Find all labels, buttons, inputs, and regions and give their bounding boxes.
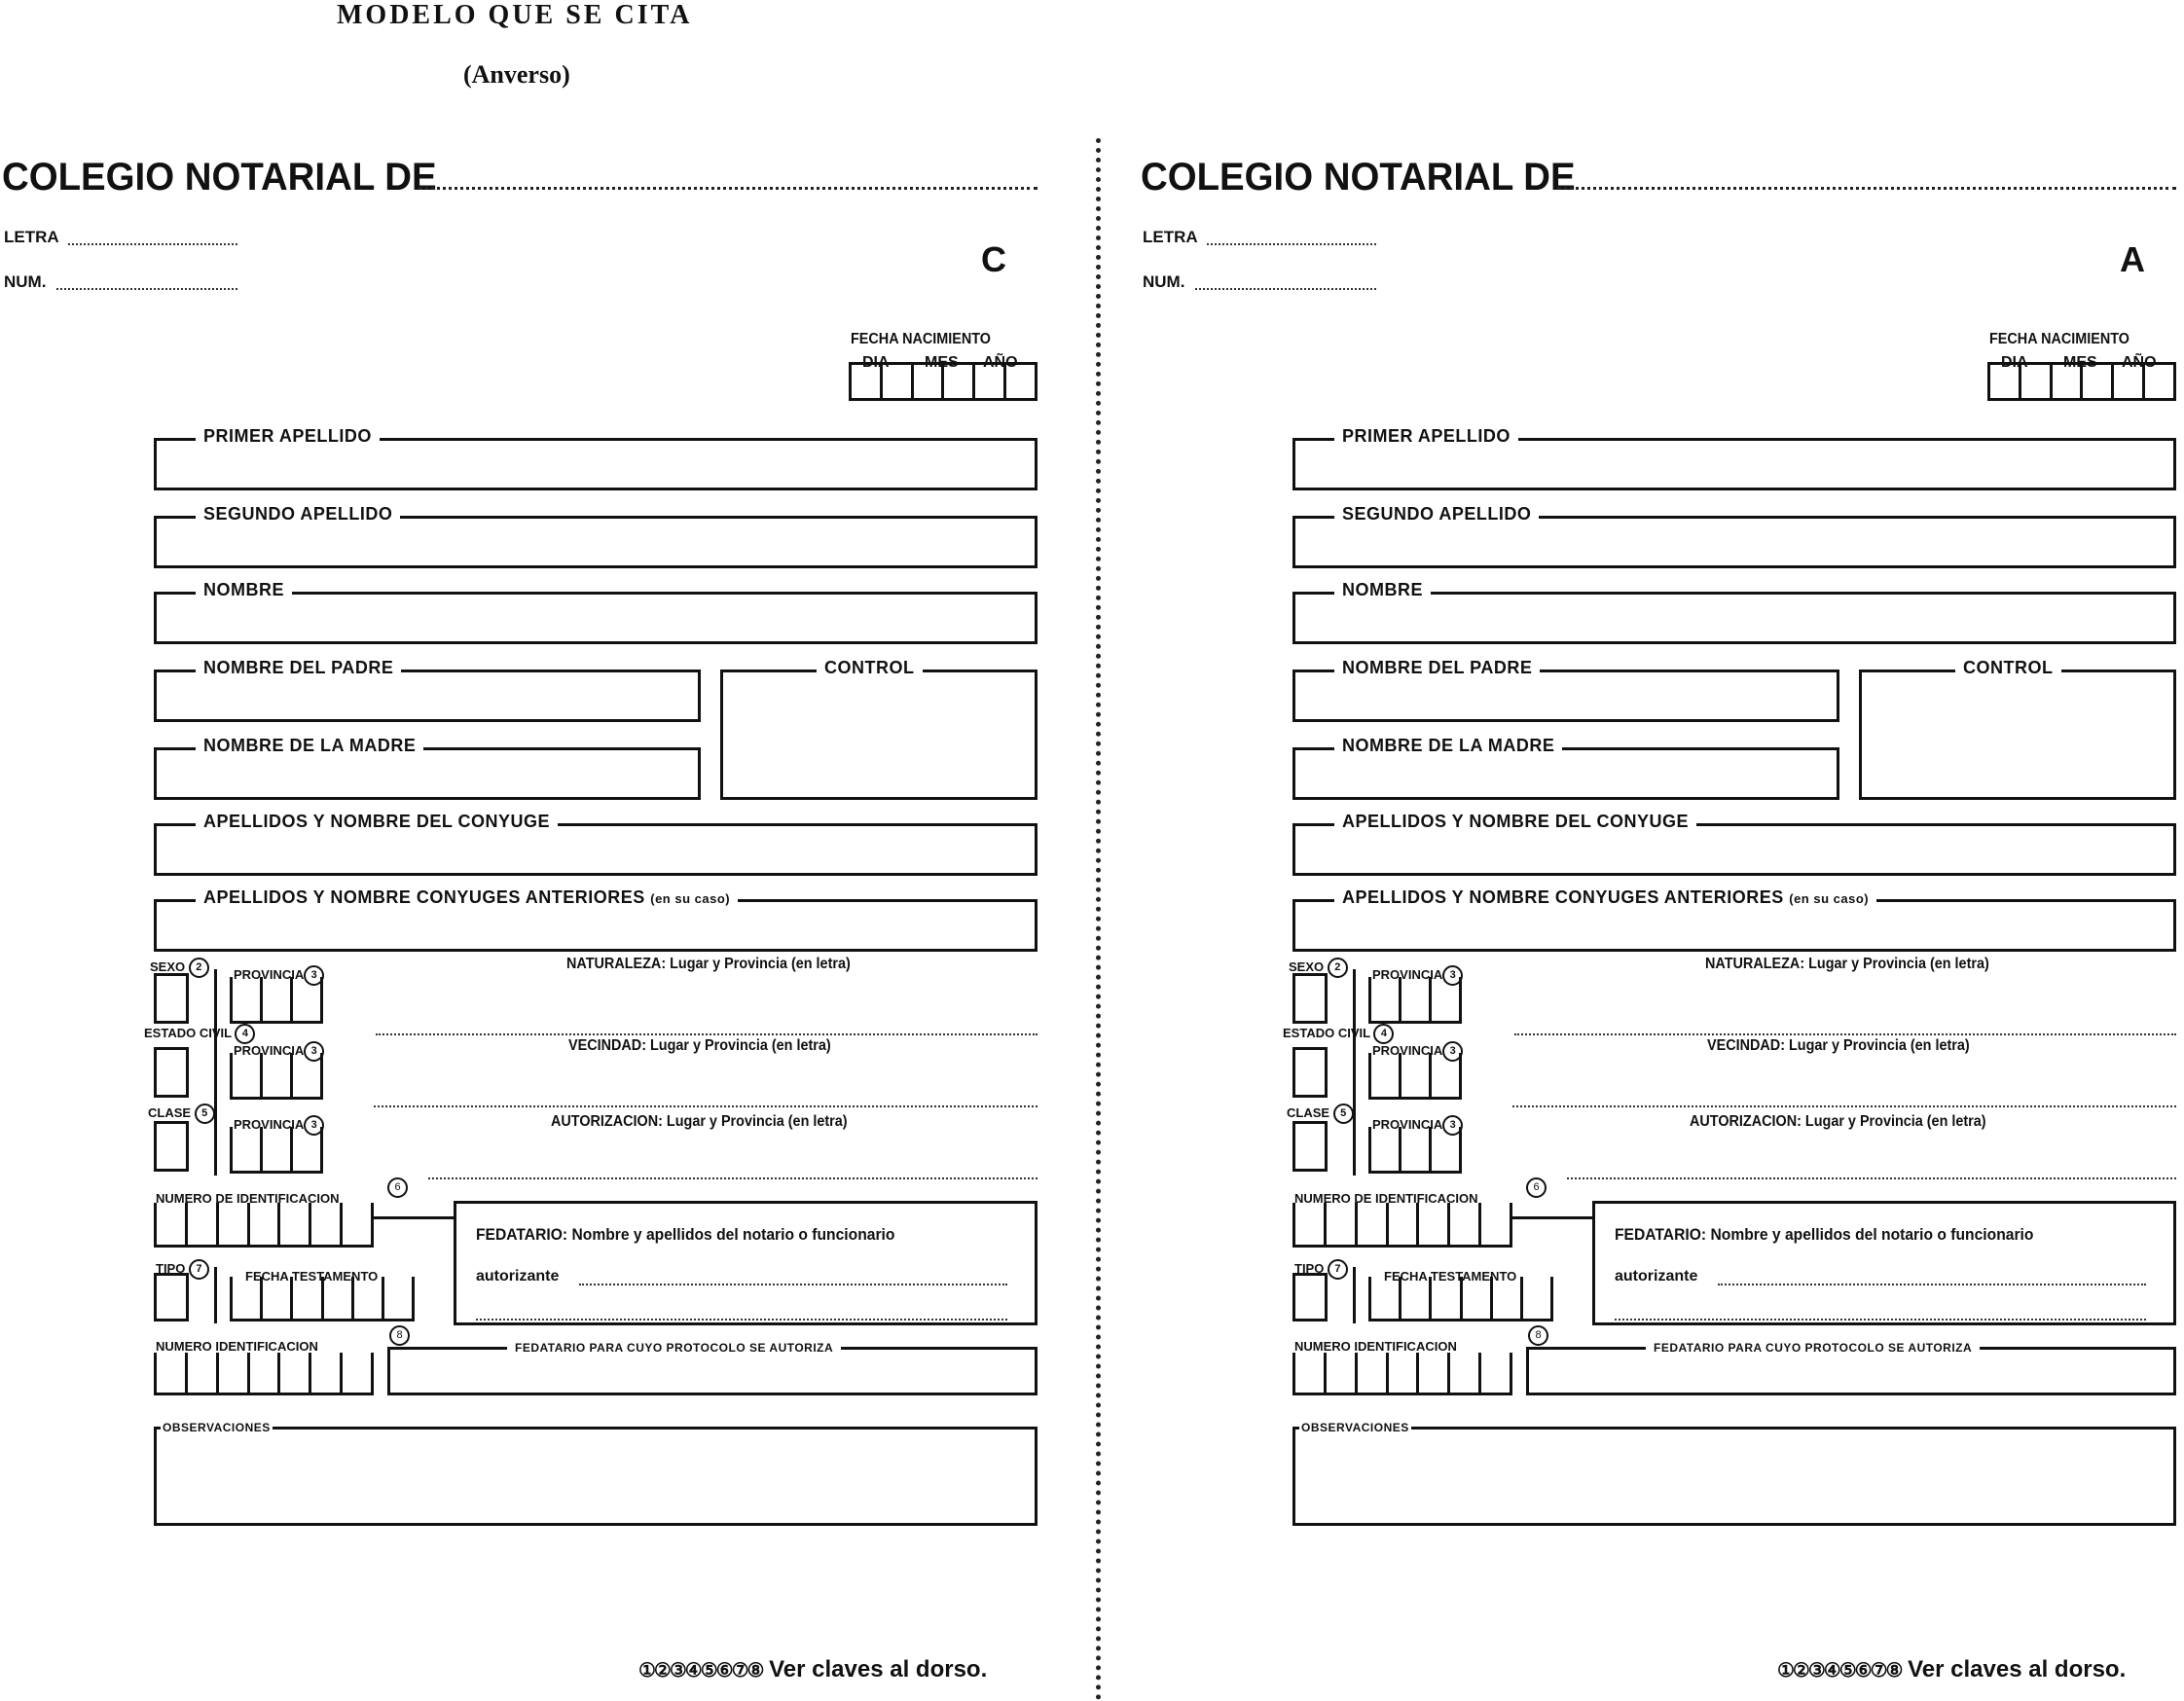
conyuge-field[interactable] [1292,812,2176,876]
footer-keys: ①②③④⑤⑥⑦⑧ [1777,1660,1902,1682]
conyuge-label: APELLIDOS Y NOMBRE DEL CONYUGE [196,812,558,832]
key-4-icon: 4 [1373,1024,1394,1044]
key-5-icon: 5 [1333,1104,1354,1124]
segundo-apellido-field[interactable] [1292,504,2176,568]
fecha-testamento-cells[interactable] [230,1277,415,1321]
fedatario-title: FEDATARIO: [1615,1225,1707,1244]
fecha-nacimiento-label: FECHA NACIMIENTO [851,331,991,347]
fecha-testamento-cells[interactable] [1368,1277,1553,1321]
key-8-icon: 8 [1528,1325,1548,1346]
ano-label: AÑO [2122,354,2157,371]
key-8-icon: 8 [389,1325,410,1346]
num-field[interactable] [56,288,237,290]
copy-letter: C [981,239,1006,279]
conyuge-label: APELLIDOS Y NOMBRE DEL CONYUGE [1334,812,1696,832]
connector-line [374,1216,454,1219]
conyuges-anteriores-field[interactable] [1292,887,2176,952]
colegio-notarial-field[interactable] [419,187,1037,190]
naturaleza-field[interactable] [376,1033,1037,1035]
separator-line [1353,969,1356,1176]
numero-identificacion-2-cells[interactable] [1292,1353,1512,1395]
conyuge-field[interactable] [154,812,1037,876]
vecindad-label: VECINDAD: Lugar y Provincia (en letra) [1707,1037,1970,1054]
numero-identificacion-label: NUMERO DE IDENTIFICACION [156,1191,340,1206]
footer-keys-note [1777,1656,2126,1683]
key-3-icon: 3 [1442,965,1463,986]
fedatario-title: FEDATARIO: [476,1225,568,1244]
nombre-field[interactable] [154,580,1037,644]
tipo-cell[interactable] [1292,1273,1328,1321]
cut-line-divider [1096,138,1101,1701]
dia-label: DIA [2001,354,2028,371]
provincia-1-text: PROVINCIA [234,966,305,982]
sexo-text: SEXO [150,959,186,974]
primer-apellido-field[interactable] [1292,426,2176,490]
autorizante-field[interactable] [579,1284,1007,1285]
estado-civil-cell[interactable] [154,1047,189,1098]
estado-civil-cell[interactable] [1292,1047,1328,1098]
numero-identificacion-2-label: NUMERO IDENTIFICACION [156,1339,318,1354]
footer-text: Ver claves al dorso. [769,1656,988,1683]
page-header-subtitle: (Anverso) [463,60,570,89]
clase-cell[interactable] [154,1121,189,1172]
ano-label: AÑO [983,354,1018,371]
sexo-cell[interactable] [1292,973,1328,1024]
primer-apellido-field[interactable] [154,426,1037,490]
num-label: NUM. [4,272,47,291]
provincia-2-text: PROVINCIA [1372,1042,1443,1058]
letra-field[interactable] [68,243,237,245]
nombre-madre-field[interactable] [1292,736,1839,800]
form-copy-c [0,136,1090,1701]
numero-identificacion-2-label: NUMERO IDENTIFICACION [1294,1339,1457,1354]
fecha-nacimiento-cells[interactable] [1987,362,2176,401]
footer-keys-note [638,1656,987,1683]
fecha-nacimiento-cells[interactable] [849,362,1037,401]
estado-civil-label [1283,1024,1387,1044]
colegio-notarial-title: COLEGIO NOTARIAL DE [1141,156,1576,199]
fedatario-text: Nombre y apellidos del notario o funcionario [571,1225,895,1244]
fecha-testamento-label: FECHA TESTAMENTO [1384,1269,1517,1284]
letra-field[interactable] [1207,243,1376,245]
observaciones-field[interactable] [154,1421,1037,1526]
clase-text: CLASE [148,1104,192,1120]
key-5-icon: 5 [195,1104,215,1124]
en-su-caso-text: (en su caso) [1789,891,1870,906]
nombre-label: NOMBRE [1334,580,1431,600]
mes-label: MES [925,354,959,371]
provincia-3-text: PROVINCIA [234,1116,305,1132]
key-6-icon: 6 [387,1177,408,1198]
autorizante-label: autorizante [476,1268,560,1285]
fedatario-label [476,1225,894,1245]
separator-line [214,969,217,1176]
naturaleza-label: NATURALEZA: Lugar y Provincia (en letra) [566,956,851,972]
page-header-title: MODELO QUE SE CITA [337,0,693,30]
clase-cell[interactable] [1292,1121,1328,1172]
tipo-cell[interactable] [154,1273,189,1321]
key-4-icon: 4 [235,1024,255,1044]
provincia-3-text: PROVINCIA [1372,1116,1443,1132]
conyuges-anteriores-field[interactable] [154,887,1037,952]
numero-identificacion-2-cells[interactable] [154,1353,374,1395]
fedatario-protocolo-field[interactable] [387,1341,1037,1395]
vecindad-field[interactable] [1512,1105,2176,1107]
key-3-icon: 3 [304,965,324,986]
autorizante-field[interactable] [1718,1284,2146,1285]
estado-civil-text: ESTADO CIVIL [144,1025,232,1040]
conyuges-anteriores-label [1334,887,1876,908]
fecha-testamento-label: FECHA TESTAMENTO [245,1269,379,1284]
colegio-notarial-title: COLEGIO NOTARIAL DE [2,156,437,199]
nombre-padre-label: NOMBRE DEL PADRE [196,658,401,678]
connector-line [1512,1216,1592,1219]
key-3-icon: 3 [1442,1115,1463,1136]
clase-text: CLASE [1287,1104,1330,1120]
mes-label: MES [2063,354,2097,371]
form-copy-a [1139,136,2184,1701]
separator-line-2 [1353,1267,1356,1323]
key-6-icon: 6 [1526,1177,1547,1198]
provincia-naturaleza-cells[interactable] [1368,977,1462,1024]
provincia-vecindad-cells[interactable] [1368,1053,1462,1100]
segundo-apellido-label: SEGUNDO APELLIDO [196,504,400,525]
nombre-madre-label: NOMBRE DE LA MADRE [196,736,423,756]
segundo-apellido-field[interactable] [154,504,1037,568]
numero-identificacion-label: NUMERO DE IDENTIFICACION [1294,1191,1478,1206]
nombre-field[interactable] [1292,580,2176,644]
key-3-icon: 3 [304,1115,324,1136]
provincia-vecindad-cells[interactable] [230,1053,323,1100]
key-2-icon: 2 [189,958,209,978]
fedatario-protocolo-field[interactable] [1526,1341,2176,1395]
key-7-icon: 7 [1328,1259,1348,1280]
vecindad-field[interactable] [374,1105,1037,1107]
fedatario-box[interactable] [454,1201,1037,1325]
estado-civil-label [144,1024,248,1044]
provincia-naturaleza-cells[interactable] [230,977,323,1024]
nombre-madre-field[interactable] [154,736,701,800]
provincia-1-text: PROVINCIA [1372,966,1443,982]
en-su-caso-text: (en su caso) [650,891,731,906]
colegio-notarial-field[interactable] [1557,187,2176,190]
control-label: CONTROL [817,658,923,678]
autorizacion-field[interactable] [428,1177,1037,1179]
autorizacion-label: AUTORIZACION: Lugar y Provincia (en letra) [551,1113,848,1130]
observaciones-field[interactable] [1292,1421,2176,1526]
control-field[interactable] [1859,658,2176,800]
fedatario-field-line[interactable] [476,1319,1007,1321]
provincia-autorizacion-cells[interactable] [230,1127,323,1174]
sexo-text: SEXO [1289,959,1325,974]
conyuges-anteriores-label [196,887,738,908]
provincia-2-text: PROVINCIA [234,1042,305,1058]
separator-line-2 [214,1267,217,1323]
estado-civil-text: ESTADO CIVIL [1283,1025,1370,1040]
fedatario-box[interactable] [1592,1201,2176,1325]
nombre-label: NOMBRE [196,580,292,600]
copy-letter: A [2120,239,2145,279]
nombre-madre-label: NOMBRE DE LA MADRE [1334,736,1562,756]
fecha-nacimiento-label: FECHA NACIMIENTO [1989,331,2129,347]
num-label: NUM. [1143,272,1185,291]
conyuges-anteriores-text: APELLIDOS Y NOMBRE CONYUGES ANTERIORES [1342,887,1784,907]
dia-label: DIA [862,354,890,371]
key-7-icon: 7 [189,1259,209,1280]
letra-label: LETRA [1143,228,1198,246]
fedatario-text: Nombre y apellidos del notario o funcionario [1710,1225,2034,1244]
nombre-padre-field[interactable] [154,658,701,722]
observaciones-label: OBSERVACIONES [1301,1421,1409,1434]
numero-identificacion-cells[interactable] [154,1203,374,1248]
autorizacion-label: AUTORIZACION: Lugar y Provincia (en letra) [1690,1113,1986,1130]
observaciones-label: OBSERVACIONES [163,1421,271,1434]
provincia-autorizacion-cells[interactable] [1368,1127,1462,1174]
key-3-icon: 3 [1442,1041,1463,1062]
key-3-icon: 3 [304,1041,324,1062]
footer-text: Ver claves al dorso. [1908,1656,2127,1683]
primer-apellido-label: PRIMER APELLIDO [1334,426,1518,447]
segundo-apellido-label: SEGUNDO APELLIDO [1334,504,1539,525]
tipo-text: TIPO [156,1260,186,1276]
sexo-cell[interactable] [154,973,189,1024]
autorizante-label: autorizante [1615,1268,1698,1285]
tipo-text: TIPO [1294,1260,1325,1276]
fedatario-field-line[interactable] [1615,1319,2146,1321]
fedatario-protocolo-label: FEDATARIO PARA CUYO PROTOCOLO SE AUTORIZA [507,1341,841,1355]
footer-keys: ①②③④⑤⑥⑦⑧ [638,1660,763,1682]
numero-identificacion-cells[interactable] [1292,1203,1512,1248]
control-label: CONTROL [1955,658,2061,678]
fedatario-protocolo-label: FEDATARIO PARA CUYO PROTOCOLO SE AUTORIZA [1646,1341,1980,1355]
vecindad-label: VECINDAD: Lugar y Provincia (en letra) [568,1037,831,1054]
num-field[interactable] [1195,288,1376,290]
nombre-padre-label: NOMBRE DEL PADRE [1334,658,1540,678]
fedatario-label [1615,1225,2033,1245]
conyuges-anteriores-text: APELLIDOS Y NOMBRE CONYUGES ANTERIORES [203,887,645,907]
primer-apellido-label: PRIMER APELLIDO [196,426,380,447]
nombre-padre-field[interactable] [1292,658,1839,722]
control-field[interactable] [720,658,1037,800]
naturaleza-label: NATURALEZA: Lugar y Provincia (en letra) [1705,956,1989,972]
letra-label: LETRA [4,228,59,246]
key-2-icon: 2 [1328,958,1348,978]
naturaleza-field[interactable] [1514,1033,2176,1035]
autorizacion-field[interactable] [1567,1177,2176,1179]
